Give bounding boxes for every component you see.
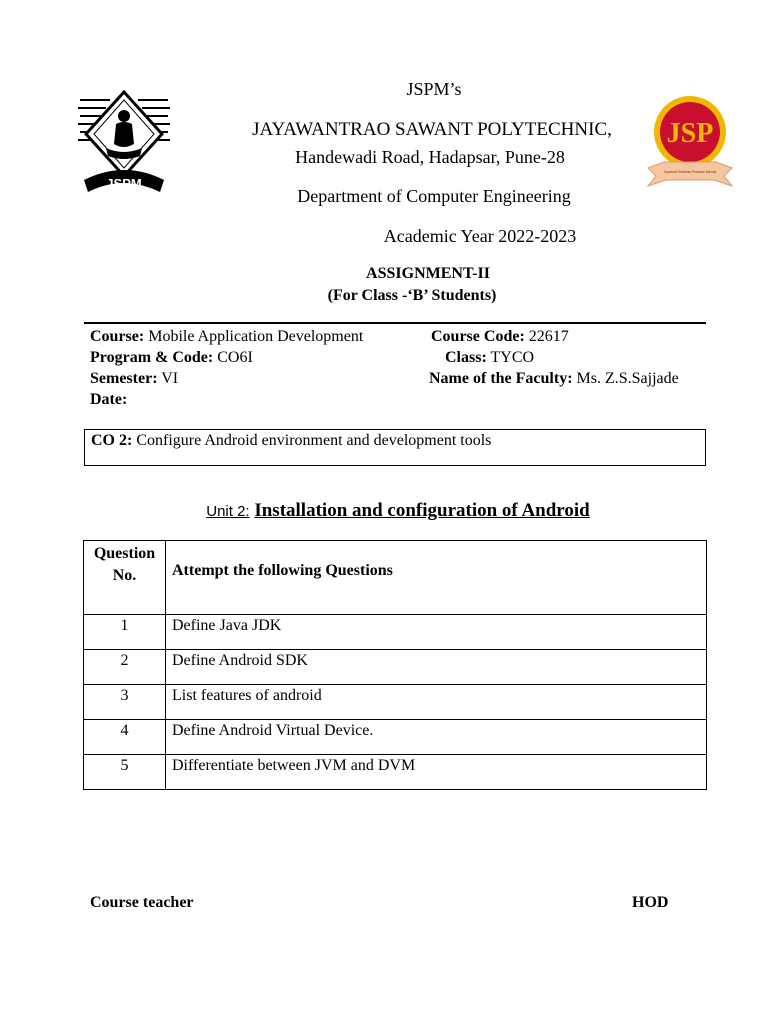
program-field	[90, 347, 253, 368]
header-question-no-line1: Question	[93, 545, 156, 562]
unit-title: Installation and configuration of Android	[254, 500, 590, 521]
question-text: Define Android Virtual Device.	[166, 720, 707, 755]
department-name: Department of Computer Engineering	[297, 186, 571, 206]
class-field	[445, 347, 534, 368]
jspm-logo	[76, 90, 172, 198]
institute-address: Handewadi Road, Hadapsar, Pune-28	[295, 147, 565, 167]
header-divider	[84, 322, 706, 324]
jsp-logo-text: JSP	[666, 118, 714, 149]
co-label: CO 2:	[91, 432, 133, 449]
table-row	[84, 615, 707, 650]
course-label: Course:	[90, 328, 145, 345]
class-label: Class:	[445, 349, 487, 366]
faculty-field	[429, 368, 679, 389]
table-row	[84, 650, 707, 685]
table-row	[84, 685, 707, 720]
unit-heading	[0, 500, 768, 522]
course-teacher-signature: Course teacher	[90, 894, 194, 911]
assignment-subtitle: (For Class -‘B’ Students)	[327, 287, 497, 304]
jsp-logo	[644, 96, 736, 192]
class-value: TYCO	[486, 349, 535, 366]
table-row	[84, 720, 707, 755]
assignment-title: ASSIGNMENT-II	[366, 265, 490, 282]
header-question-no-line2: No.	[112, 567, 137, 584]
faculty-value: Ms. Z.S.Sajjade	[572, 370, 679, 387]
question-text: List features of android	[166, 685, 707, 720]
question-number: 3	[84, 685, 166, 720]
question-text: Define Android SDK	[166, 650, 707, 685]
course-code-label: Course Code:	[431, 328, 525, 345]
table-header-row	[84, 541, 707, 615]
question-number: 2	[84, 650, 166, 685]
org-name: JSPM’s	[406, 79, 462, 99]
question-number: 1	[84, 615, 166, 650]
jsp-ribbon-text: Jayawant Shikshan Prasarak Mandal	[663, 170, 717, 174]
hod-signature: HOD	[632, 894, 669, 911]
header-questions: Attempt the following Questions	[166, 541, 707, 615]
question-text: Differentiate between JVM and DVM	[166, 755, 707, 790]
institute-name: JAYAWANTRAO SAWANT POLYTECHNIC,	[252, 119, 612, 140]
jspm-logo-text: JSPM	[106, 176, 142, 191]
program-label: Program & Code:	[90, 349, 214, 366]
course-code-value: 22617	[524, 328, 569, 345]
semester-label: Semester:	[90, 370, 158, 387]
course-field	[90, 326, 363, 347]
course-code-field	[431, 326, 569, 347]
table-row	[84, 755, 707, 790]
semester-field	[90, 368, 178, 389]
course-value: Mobile Application Development	[144, 328, 364, 345]
questions-table	[83, 540, 707, 790]
question-number: 4	[84, 720, 166, 755]
unit-label: Unit 2:	[206, 503, 250, 520]
academic-year: Academic Year 2022-2023	[383, 226, 577, 246]
faculty-label: Name of the Faculty:	[429, 370, 573, 387]
co-text: Configure Android environment and development tools	[132, 432, 492, 449]
program-value: CO6I	[213, 349, 253, 366]
course-outcome-box	[84, 429, 706, 466]
header-question-no	[84, 541, 166, 615]
date-label: Date:	[90, 391, 128, 408]
question-number: 5	[84, 755, 166, 790]
semester-value: VI	[157, 370, 179, 387]
question-text: Define Java JDK	[166, 615, 707, 650]
